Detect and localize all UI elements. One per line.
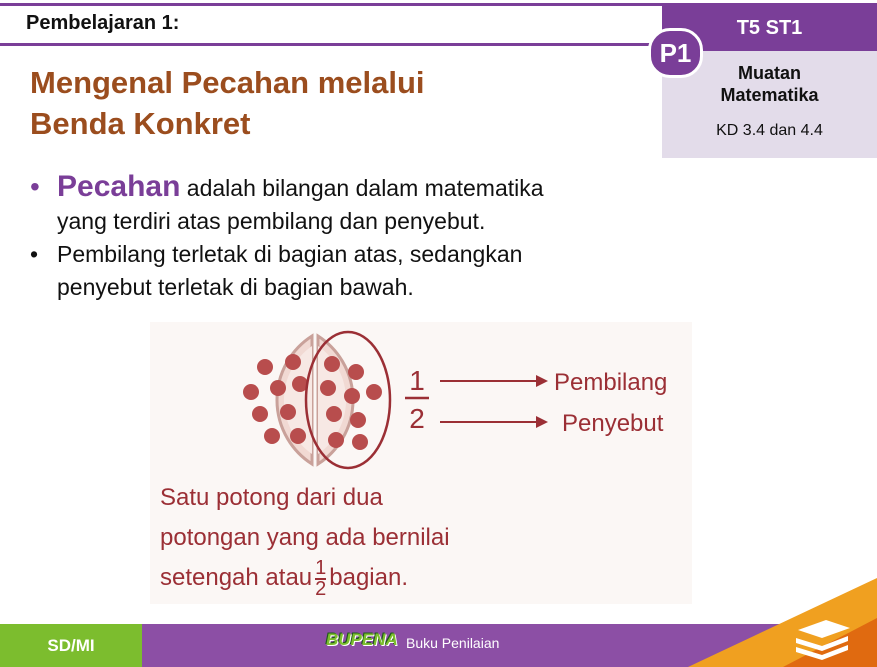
numerator-label: Pembilang [554, 369, 668, 396]
bullet-dot-icon: • [30, 241, 39, 267]
bullet-2-line1: Pembilang terletak di bagian atas, sedangkan [57, 241, 523, 267]
bullet-dot-icon: • [30, 171, 40, 202]
inline-fraction [315, 556, 327, 600]
bullet-list [30, 170, 670, 304]
page-title [30, 62, 590, 144]
corner-decoration [688, 578, 877, 667]
bullet-2-line2: penyebut terletak di bagian bawah. [57, 274, 414, 300]
arrow-right-icon [440, 416, 548, 428]
subject-line-1: Muatan [738, 63, 801, 83]
lesson-badge: P1 [648, 28, 703, 78]
arrow-right-icon [440, 375, 548, 387]
book-label: Buku Penilaian [406, 635, 500, 651]
figure-caption [160, 478, 450, 599]
lesson-label: Pembelajaran 1: [26, 12, 180, 34]
caption-line-3-end: bagian. [329, 564, 409, 591]
caption-line-2: potongan yang ada bernilai [160, 524, 450, 551]
caption-line-3-start: setengah atau [160, 564, 313, 591]
title-line-2: Benda Konkret [30, 106, 251, 141]
caption-line-1: Satu potong dari dua [160, 484, 383, 511]
bullet-item-2 [30, 238, 670, 304]
pizza-left-half-icon [243, 336, 312, 464]
term-highlight: Pecahan [57, 170, 181, 203]
subject-label [662, 62, 877, 106]
inline-fraction-denominator: 2 [315, 577, 327, 600]
fraction-numerator: 1 [409, 365, 425, 396]
bullet-1-line2: yang terdiri atas pembilang dan penyebut. [57, 208, 486, 234]
theme-code: T5 ST1 [662, 6, 877, 51]
title-line-1: Mengenal Pecahan melalui [30, 65, 425, 100]
fraction-denominator: 2 [409, 403, 425, 434]
inline-fraction-numerator: 1 [315, 556, 327, 579]
denominator-label: Penyebut [562, 410, 664, 437]
caption-line-3 [160, 558, 450, 599]
subject-line-2: Matematika [720, 85, 819, 105]
publisher-logo: BUPENA [326, 630, 398, 649]
pizza-right-half-icon [306, 332, 390, 468]
bullet-item-1 [30, 170, 670, 238]
bullet-1-text: adalah bilangan dalam matematika [180, 175, 544, 201]
kd-label: KD 3.4 dan 4.4 [716, 122, 823, 139]
school-level-label: SD/MI [0, 624, 142, 667]
